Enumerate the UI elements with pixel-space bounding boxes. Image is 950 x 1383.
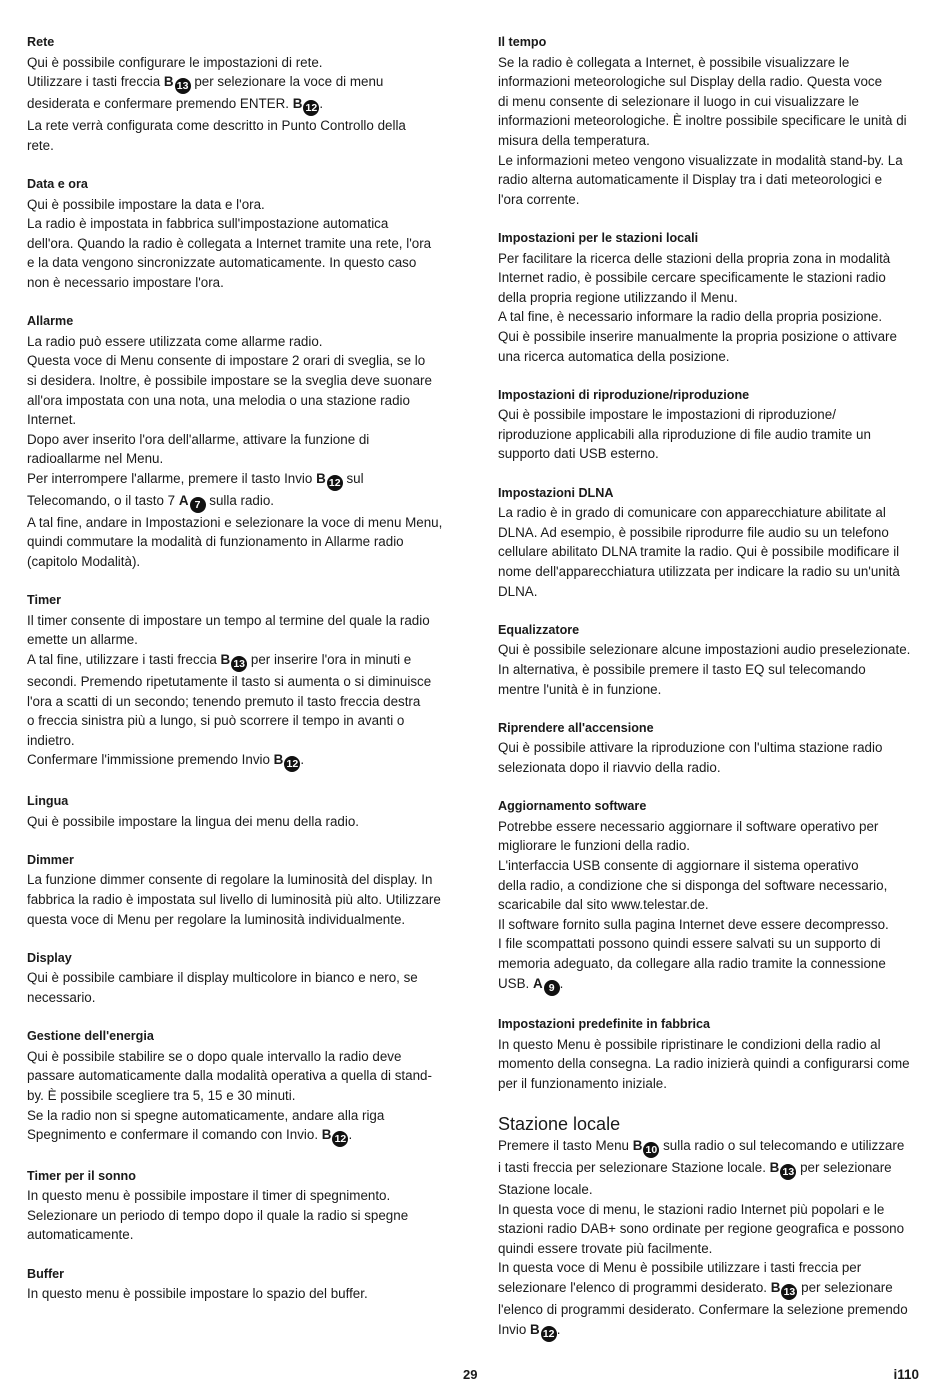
section-heading: Timer bbox=[27, 593, 62, 608]
key-reference: B 13 bbox=[770, 1160, 797, 1175]
left-column bbox=[27, 33, 452, 1323]
text-line: A tal fine, è necessario informare la radio della propria posizione. bbox=[498, 309, 883, 325]
number-badge-icon: 7 bbox=[190, 497, 206, 513]
section-dimmer bbox=[27, 851, 452, 929]
text-line: secondi. Premendo ripetutamente il tasto si aumenta o si diminuisce bbox=[27, 674, 432, 690]
text-line: In questo Menu è possibile ripristinare le condizioni della radio al bbox=[498, 1036, 881, 1052]
text-line: Stazione locale. bbox=[498, 1182, 593, 1198]
text-line: automaticamente. bbox=[27, 1227, 134, 1243]
text-line: l'ora a scatti di un secondo; tenendo premuto il tasto freccia destra bbox=[27, 693, 421, 709]
text-line: La radio è impostata in fabbrica sull'impostazione automatica bbox=[27, 216, 389, 232]
text-line: Internet radio, è possibile cercare specificamente le stazioni radio bbox=[498, 270, 886, 286]
section-heading: Impostazioni DLNA bbox=[498, 485, 614, 500]
text-line: momento della consegna. La radio inizierà quindi a configurarsi come bbox=[498, 1056, 910, 1072]
right-column bbox=[498, 33, 923, 1361]
key-reference: A 7 bbox=[179, 493, 206, 508]
text-line: quindi commutare la modalità di funzionamento in Allarme radio bbox=[27, 534, 404, 550]
text-line: La radio è in grado di comunicare con apparecchiature abilitate al bbox=[498, 505, 886, 521]
section-heading: Dimmer bbox=[27, 852, 74, 867]
page-number: 29 bbox=[463, 1367, 478, 1382]
text-line: e la data vengono sincronizzate automaticamente. In questo caso bbox=[27, 255, 417, 271]
text-line: selezionare l'elenco di programmi desiderato. B 13 per selezionare bbox=[498, 1280, 893, 1299]
key-reference: B 12 bbox=[316, 471, 343, 486]
text-line: L'interfaccia USB consente di aggiornare il sistema operativo bbox=[498, 857, 859, 873]
text-line: questa voce di Menu per regolare la luminosità individualmente. bbox=[27, 911, 406, 927]
text-line: I file scompattati possono quindi essere salvati su un supporto di bbox=[498, 936, 881, 952]
text-line: La radio può essere utilizzata come allarme radio. bbox=[27, 333, 323, 349]
text-line: nome dell'apparecchiatura utilizzata per indicare la radio su un'unità bbox=[498, 564, 900, 580]
section-heading: Timer per il sonno bbox=[27, 1168, 136, 1183]
text-line: Invio B 12 . bbox=[498, 1321, 561, 1340]
text-line: Qui è possibile impostare la lingua dei menu della radio. bbox=[27, 813, 359, 829]
section-heading: Riprendere all'accensione bbox=[498, 720, 654, 735]
text-line: Telecomando, o il tasto 7 A 7 sulla radio. bbox=[27, 492, 275, 511]
text-line: radio alterna automaticamente il Display tra i dati meteorologici e bbox=[498, 172, 883, 188]
text-line: l'elenco di programmi desiderato. Confermare la selezione premendo bbox=[498, 1302, 908, 1318]
text-line: Il software fornito sulla pagina Internet deve essere decompresso. bbox=[498, 916, 889, 932]
section-body bbox=[498, 738, 923, 777]
section-body bbox=[498, 1136, 923, 1342]
text-line: Qui è possibile selezionare alcune impostazioni audio preselezionate. bbox=[498, 642, 911, 658]
section-display bbox=[27, 949, 452, 1008]
number-badge-icon: 13 bbox=[175, 78, 191, 94]
text-line: passare automaticamente dalla modalità operativa a quella di stand- bbox=[27, 1068, 432, 1084]
section-heading: Impostazioni di riproduzione/riproduzione bbox=[498, 387, 750, 402]
text-line: memoria adeguato, da collegare alla radio tramite la connessione bbox=[498, 955, 886, 971]
text-line: all'ora impostata con una nota, una melodia o una stazione radio bbox=[27, 392, 410, 408]
section-heading: Impostazioni predefinite in fabbrica bbox=[498, 1017, 711, 1032]
text-line: Confermare l'immissione premendo Invio B 12 . bbox=[27, 752, 305, 771]
text-line: USB. A 9 . bbox=[498, 975, 564, 994]
text-line: necessario. bbox=[27, 989, 96, 1005]
section-gestione-dell-energia bbox=[27, 1027, 452, 1147]
text-line: Selezionare un periodo di tempo dopo il quale la radio si spegne bbox=[27, 1207, 409, 1223]
text-line: Qui è possibile cambiare il display multicolore in bianco e nero, se bbox=[27, 970, 418, 986]
text-line: Per interrompere l'allarme, premere il tasto Invio B 12 sul bbox=[27, 470, 364, 489]
section-data-e-ora bbox=[27, 175, 452, 293]
text-line: radioallarme nel Menu. bbox=[27, 451, 164, 467]
text-line: Se la radio non si spegne automaticamente, andare alla riga bbox=[27, 1107, 385, 1123]
text-line: informazioni meteorologiche. È inoltre possibile specificare le unità di bbox=[498, 113, 907, 129]
text-line: Spegnimento e confermare il comando con Invio. B 12 . bbox=[27, 1127, 353, 1146]
text-line: In alternativa, è possibile premere il tasto EQ sul telecomando bbox=[498, 662, 866, 677]
text-line: supporto dati USB esterno. bbox=[498, 446, 659, 462]
text-line: della propria regione utilizzando il Menu. bbox=[498, 289, 738, 305]
text-line: Se la radio è collegata a Internet, è possibile visualizzare le bbox=[498, 54, 850, 70]
section-body bbox=[27, 1047, 452, 1147]
section-body bbox=[27, 1284, 452, 1304]
key-reference: B 13 bbox=[221, 652, 248, 667]
number-badge-icon: 9 bbox=[544, 980, 560, 996]
text-line: di menu consente di selezionare il luogo in cui visualizzare le bbox=[498, 93, 860, 109]
section-body bbox=[27, 1186, 452, 1245]
section-heading: Allarme bbox=[27, 314, 74, 329]
text-line: Le informazioni meteo vengono visualizzate in modalità stand-by. La bbox=[498, 152, 903, 168]
text-line: Qui è possibile impostare le impostazioni di riproduzione/ bbox=[498, 407, 836, 423]
section-allarme bbox=[27, 312, 452, 572]
section-buffer bbox=[27, 1265, 452, 1304]
text-line: riproduzione applicabili alla riproduzione di file audio tramite un bbox=[498, 426, 871, 442]
number-badge-icon: 12 bbox=[303, 100, 319, 116]
text-line: fabbrica la radio è impostata sul livello di luminosità più alto. Utilizzare bbox=[27, 891, 441, 907]
number-badge-icon: 13 bbox=[231, 656, 247, 672]
text-line: dell'ora. Quando la radio è collegata a Internet tramite una rete, l'ora bbox=[27, 235, 432, 251]
text-line: emette un allarme. bbox=[27, 632, 138, 648]
number-badge-icon: 12 bbox=[541, 1326, 557, 1342]
section-riprendere-all-accensione bbox=[498, 719, 923, 778]
section-heading: Gestione dell'energia bbox=[27, 1029, 154, 1044]
section-heading: Aggiornamento software bbox=[498, 799, 647, 814]
text-line: A tal fine, utilizzare i tasti freccia B 13 per inserire l'ora in minuti e bbox=[27, 652, 412, 671]
text-line: Per facilitare la ricerca delle stazioni della propria zona in modalità bbox=[498, 250, 891, 266]
section-body bbox=[498, 249, 923, 367]
text-line: DLNA. bbox=[498, 583, 538, 599]
section-il-tempo bbox=[498, 33, 923, 209]
text-line: by. È possibile scegliere tra 5, 15 e 30 minuti. bbox=[27, 1087, 296, 1103]
text-line: Premere il tasto Menu B 10 sulla radio o sul telecomando e utilizzare bbox=[498, 1138, 905, 1157]
text-line: In questa voce di menu, le stazioni radio Internet più popolari e le bbox=[498, 1201, 885, 1217]
text-line: Qui è possibile attivare la riproduzione con l'ultima stazione radio bbox=[498, 740, 883, 756]
text-line: DLNA. Ad esempio, è possibile riprodurre file audio su un telefono bbox=[498, 524, 889, 540]
number-badge-icon: 12 bbox=[332, 1131, 348, 1147]
number-badge-icon: 13 bbox=[781, 1284, 797, 1300]
text-line: una ricerca automatica della posizione. bbox=[498, 348, 730, 364]
section-timer bbox=[27, 591, 452, 772]
model-name: i110 bbox=[893, 1367, 919, 1382]
text-line: Potrebbe essere necessario aggiornare il software operativo per bbox=[498, 818, 879, 834]
text-line: della radio, a condizione che si disponga del software necessario, bbox=[498, 877, 888, 893]
section-body bbox=[27, 332, 452, 572]
text-line: mentre l'unità è in funzione. bbox=[498, 681, 662, 697]
section-body bbox=[27, 53, 452, 156]
section-body bbox=[498, 503, 923, 601]
text-line: La funzione dimmer consente di regolare la luminosità del display. In bbox=[27, 872, 433, 888]
number-badge-icon: 12 bbox=[284, 756, 300, 772]
section-body bbox=[498, 53, 923, 210]
key-reference: A 9 bbox=[533, 976, 560, 991]
number-badge-icon: 13 bbox=[780, 1164, 796, 1180]
section-body bbox=[27, 812, 452, 832]
section-timer-per-il-sonno bbox=[27, 1167, 452, 1245]
section-heading: Equalizzatore bbox=[498, 622, 580, 637]
text-line: non è necessario impostare l'ora. bbox=[27, 274, 224, 290]
text-line: Il timer consente di impostare un tempo al termine del quale la radio bbox=[27, 612, 430, 628]
section-impostazioni-per-le-stazioni-locali bbox=[498, 229, 923, 366]
key-reference: B 13 bbox=[771, 1280, 798, 1295]
text-line: per il funzionamento iniziale. bbox=[498, 1075, 667, 1091]
section-heading: Buffer bbox=[27, 1266, 65, 1281]
text-line: Dopo aver inserito l'ora dell'allarme, attivare la funzione di bbox=[27, 431, 370, 447]
text-line: indietro. bbox=[27, 732, 75, 748]
text-line: In questo menu è possibile impostare il timer di spegnimento. bbox=[27, 1188, 391, 1204]
text-line: Qui è possibile inserire manualmente la propria posizione o attivare bbox=[498, 328, 897, 344]
section-body bbox=[498, 1035, 923, 1094]
text-line: cellulare abilitato DLNA tramite la radio. Qui è possibile modificare il bbox=[498, 544, 900, 560]
section-heading: Rete bbox=[27, 35, 55, 49]
section-body bbox=[27, 968, 452, 1007]
text-line: migliorare le funzioni della radio. bbox=[498, 838, 691, 854]
section-body bbox=[27, 611, 452, 773]
section-impostazioni-dlna bbox=[498, 484, 923, 602]
section-rete bbox=[27, 33, 452, 155]
text-line: Qui è possibile stabilire se o dopo quale intervallo la radio deve bbox=[27, 1048, 402, 1064]
text-line: misura della temperatura. bbox=[498, 132, 650, 148]
text-line: Internet. bbox=[27, 412, 77, 428]
section-heading: Stazione locale bbox=[498, 1114, 621, 1135]
number-badge-icon: 12 bbox=[327, 475, 343, 491]
text-line: In questo menu è possibile impostare lo spazio del buffer. bbox=[27, 1286, 368, 1302]
section-aggiornamento-software bbox=[498, 797, 923, 995]
section-impostazioni-di-riproduzione-riproduzione bbox=[498, 386, 923, 464]
text-line: stazioni radio DAB+ sono ordinate per regione geografica e possono bbox=[498, 1221, 905, 1237]
text-line: (capitolo Modalità). bbox=[27, 554, 141, 570]
number-badge-icon: 10 bbox=[643, 1142, 659, 1158]
section-stazione-locale bbox=[498, 1113, 923, 1342]
section-body bbox=[27, 870, 452, 929]
text-line: Questa voce di Menu consente di impostare 2 orari di sveglia, se lo bbox=[27, 353, 426, 369]
key-reference: B 12 bbox=[322, 1127, 349, 1142]
text-line: informazioni meteorologiche sul Display della radio. Questa voce bbox=[498, 74, 883, 90]
section-body bbox=[27, 195, 452, 293]
text-line: A tal fine, andare in Impostazioni e selezionare la voce di menu Menu, bbox=[27, 514, 443, 530]
text-line: scaricabile dal sito www.telestar.de. bbox=[498, 897, 709, 913]
text-line: Utilizzare i tasti freccia B 13 per selezionare la voce di menu bbox=[27, 74, 384, 93]
text-line: Qui è possibile impostare la data e l'ora. bbox=[27, 196, 265, 212]
section-lingua bbox=[27, 792, 452, 831]
text-line: quindi essere trovate più facilmente. bbox=[498, 1240, 713, 1256]
section-heading: Il tempo bbox=[498, 35, 547, 49]
section-heading: Lingua bbox=[27, 794, 69, 808]
section-body bbox=[498, 817, 923, 996]
text-line: si desidera. Inoltre, è possibile impostare se la sveglia deve suonare bbox=[27, 372, 432, 388]
text-line: La rete verrà configurata come descritto in Punto Controllo della bbox=[27, 118, 406, 134]
text-line: In questa voce di Menu è possibile utilizzare i tasti freccia per bbox=[498, 1260, 862, 1276]
section-body bbox=[498, 405, 923, 464]
text-line: selezionata dopo il riavvio della radio. bbox=[498, 759, 721, 775]
text-line: rete. bbox=[27, 137, 54, 153]
text-line: o freccia sinistra più a lungo, si può scorrere il tempo in avanti o bbox=[27, 713, 405, 729]
key-reference: B 10 bbox=[633, 1138, 660, 1153]
key-reference: B 12 bbox=[530, 1322, 557, 1337]
section-heading: Data e ora bbox=[27, 176, 88, 191]
section-body bbox=[498, 640, 923, 699]
section-equalizzatore bbox=[498, 621, 923, 699]
text-line: l'ora corrente. bbox=[498, 191, 580, 207]
key-reference: B 12 bbox=[274, 752, 301, 767]
key-reference: B 12 bbox=[293, 96, 320, 111]
text-line: i tasti freccia per selezionare Stazione locale. B 13 per selezionare bbox=[498, 1160, 892, 1179]
key-reference: B 13 bbox=[164, 74, 191, 89]
section-impostazioni-predefinite-in-fabbrica bbox=[498, 1015, 923, 1093]
section-heading: Display bbox=[27, 950, 72, 965]
text-line: desiderata e confermare premendo ENTER. B 12 . bbox=[27, 96, 324, 115]
text-line: Qui è possibile configurare le impostazioni di rete. bbox=[27, 54, 323, 70]
section-heading: Impostazioni per le stazioni locali bbox=[498, 230, 699, 245]
